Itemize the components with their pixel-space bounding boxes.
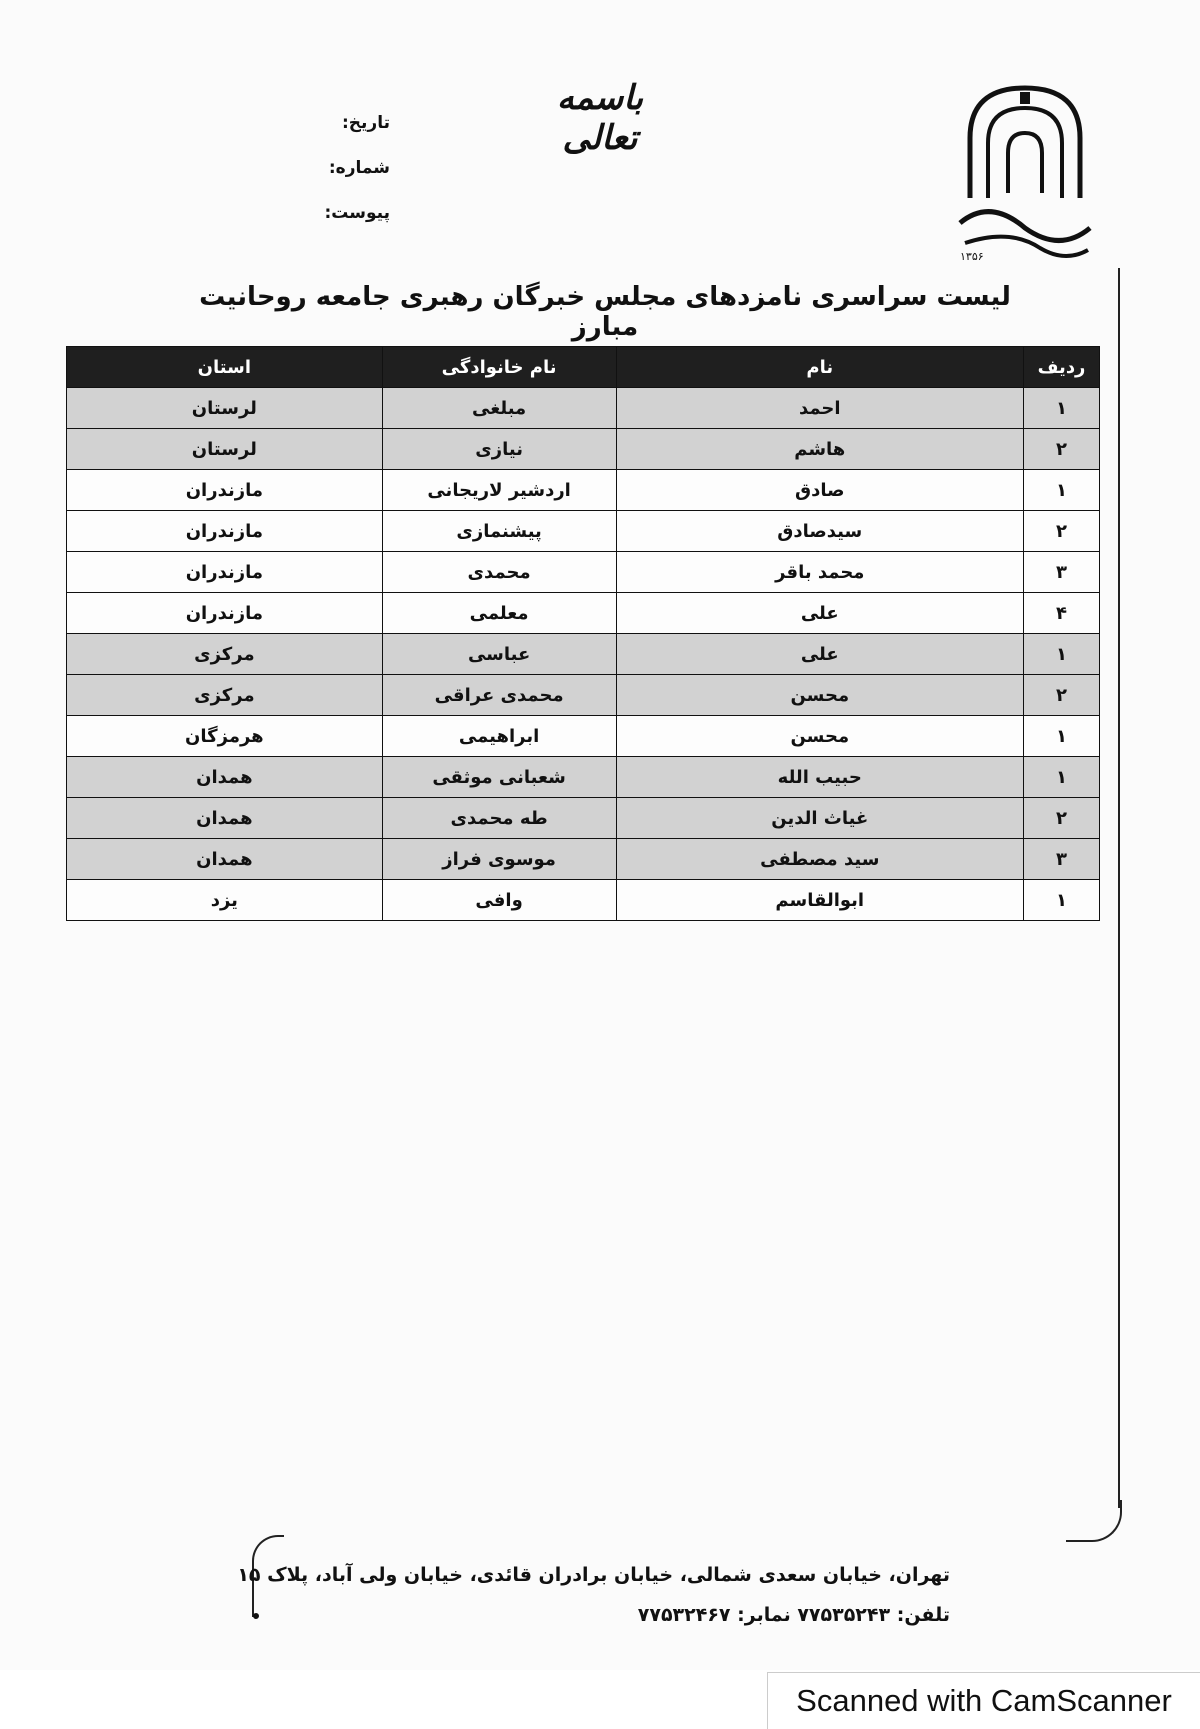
- cell-province: همدان: [67, 798, 383, 839]
- cell-province: مازندران: [67, 511, 383, 552]
- table-row: [67, 429, 1100, 470]
- cell-first-name: حبیب الله: [616, 757, 1024, 798]
- table-row: [67, 757, 1100, 798]
- cell-row-number: ۱: [1024, 470, 1100, 511]
- cell-first-name: صادق: [616, 470, 1024, 511]
- cell-row-number: ۱: [1024, 634, 1100, 675]
- cell-last-name: نیازی: [382, 429, 616, 470]
- cell-last-name: محمدی عراقی: [382, 675, 616, 716]
- cell-last-name: عباسی: [382, 634, 616, 675]
- cell-last-name: ابراهیمی: [382, 716, 616, 757]
- cell-row-number: ۲: [1024, 798, 1100, 839]
- cell-last-name: محمدی: [382, 552, 616, 593]
- table-row: [67, 552, 1100, 593]
- cell-row-number: ۱: [1024, 716, 1100, 757]
- table-header-row: [67, 347, 1100, 388]
- cell-province: یزد: [67, 880, 383, 921]
- table-row: [67, 839, 1100, 880]
- candidates-table: [66, 346, 1100, 921]
- cell-province: لرستان: [67, 388, 383, 429]
- cell-province: هرمزگان: [67, 716, 383, 757]
- table-row: [67, 675, 1100, 716]
- border-corner: [1066, 1500, 1122, 1542]
- date-label: تاریخ:: [342, 113, 390, 133]
- cell-last-name: معلمی: [382, 593, 616, 634]
- table-row: [67, 634, 1100, 675]
- column-header-province: استان: [67, 347, 383, 388]
- column-header-first-name: نام: [616, 347, 1024, 388]
- document-title: لیست سراسری نامزدهای مجلس خبرگان رهبری جامعه روحانیت مبارز: [199, 282, 1011, 342]
- letter-meta: [250, 108, 390, 243]
- scanner-watermark: Scanned with CamScanner: [767, 1672, 1200, 1729]
- cell-row-number: ۲: [1024, 429, 1100, 470]
- logo-text: جامعه روحانیت مبارز: [985, 211, 1065, 221]
- table-row: [67, 470, 1100, 511]
- cell-first-name: محسن: [616, 675, 1024, 716]
- cell-row-number: ۱: [1024, 757, 1100, 798]
- cell-last-name: مبلغی: [382, 388, 616, 429]
- cell-first-name: محسن: [616, 716, 1024, 757]
- table-row: [67, 593, 1100, 634]
- cell-first-name: سید مصطفی: [616, 839, 1024, 880]
- cell-first-name: محمد باقر: [616, 552, 1024, 593]
- cell-row-number: ۲: [1024, 675, 1100, 716]
- table-row: [67, 511, 1100, 552]
- cell-province: همدان: [67, 757, 383, 798]
- footer-address: تهران، خیابان سعدی شمالی، خیابان برادران قائدی، خیابان ولی آباد، پلاک ۱۵: [237, 1564, 950, 1586]
- cell-last-name: طه محمدی: [382, 798, 616, 839]
- cell-first-name: ابوالقاسم: [616, 880, 1024, 921]
- cell-row-number: ۴: [1024, 593, 1100, 634]
- cell-last-name: موسوی فراز: [382, 839, 616, 880]
- letter-footer: [237, 1555, 950, 1635]
- cell-row-number: ۳: [1024, 552, 1100, 593]
- invocation-heading: باسمه تعالی: [556, 78, 644, 158]
- cell-row-number: ۲: [1024, 511, 1100, 552]
- cell-last-name: وافی: [382, 880, 616, 921]
- cell-province: مرکزی: [67, 675, 383, 716]
- cell-row-number: ۳: [1024, 839, 1100, 880]
- cell-province: مازندران: [67, 470, 383, 511]
- table-row: [67, 716, 1100, 757]
- cell-row-number: ۱: [1024, 388, 1100, 429]
- cell-first-name: علی: [616, 634, 1024, 675]
- number-label: شماره:: [328, 158, 390, 178]
- cell-first-name: علی: [616, 593, 1024, 634]
- footer-phone: تلفن: ۷۷۵۳۵۲۴۳ نمابر: ۷۷۵۳۲۴۶۷: [637, 1604, 950, 1626]
- cell-last-name: اردشیر لاریجانی: [382, 470, 616, 511]
- cell-province: همدان: [67, 839, 383, 880]
- cell-first-name: هاشم: [616, 429, 1024, 470]
- column-header-last-name: نام خانوادگی: [382, 347, 616, 388]
- attachment-label: پیوست:: [324, 203, 390, 223]
- cell-row-number: ۱: [1024, 880, 1100, 921]
- cell-province: مازندران: [67, 593, 383, 634]
- cell-province: مرکزی: [67, 634, 383, 675]
- border-line: [1118, 268, 1120, 1508]
- cell-province: لرستان: [67, 429, 383, 470]
- cell-first-name: احمد: [616, 388, 1024, 429]
- table-row: [67, 388, 1100, 429]
- cell-first-name: سیدصادق: [616, 511, 1024, 552]
- cell-last-name: شعبانی موثقی: [382, 757, 616, 798]
- cell-last-name: پیشنمازی: [382, 511, 616, 552]
- table-row: [67, 880, 1100, 921]
- cell-province: مازندران: [67, 552, 383, 593]
- table-row: [67, 798, 1100, 839]
- cell-first-name: غیاث الدین: [616, 798, 1024, 839]
- column-header-row-number: ردیف: [1024, 347, 1100, 388]
- logo-year: ۱۳۵۶: [960, 250, 984, 263]
- organization-logo: [950, 78, 1100, 268]
